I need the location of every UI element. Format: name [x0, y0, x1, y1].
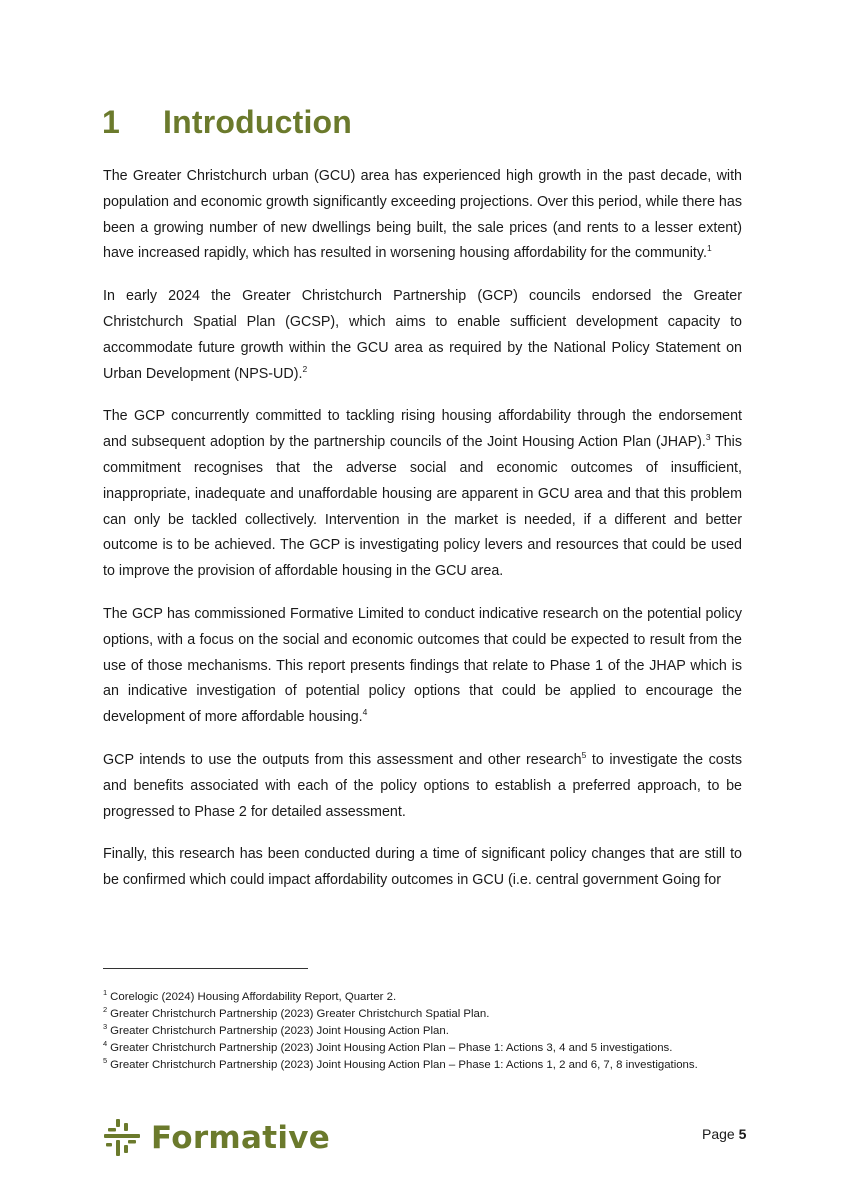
- section-number: 1: [102, 104, 120, 140]
- footnote-separator: [103, 968, 308, 969]
- footnote-reference[interactable]: 2: [302, 363, 308, 374]
- paragraph-text: The GCP has commissioned Formative Limited to conduct indicative research on the potential policy options, with a focus on the social and economic outcomes that could be expected to result from the use of those mechanisms. This report presents findings that relate to Phase 1 of the JHAP which is an indicative investigation of potential policy options that could be applied to encourage the development of more affordable housing.: [103, 605, 742, 726]
- page-number-value: 5: [738, 1126, 747, 1142]
- body-paragraph: [103, 164, 742, 267]
- page-number: [702, 1126, 746, 1142]
- footnote-reference[interactable]: 5: [581, 750, 587, 761]
- paragraph-text: The GCP concurrently committed to tackling rising housing affordability through the endorsement and subsequent adoption by the partnership councils of the Joint Housing Action Plan (JHAP).: [103, 408, 742, 451]
- footnote-marker: 3: [103, 1022, 108, 1032]
- paragraph-text: In early 2024 the Greater Christchurch Partnership (GCP) councils endorsed the Greater Christchurch Spatial Plan (GCSP), which aims to enable sufficient development capacity to accommodate future growth within the GCU area as required by the National Policy Statement on Urban Development (NPS-UD).: [103, 288, 742, 382]
- paragraph-text: Finally, this research has been conducted during a time of significant policy changes that are still to be confirmed which could impact affordability outcomes in GCU (i.e. central government Going for: [103, 846, 742, 889]
- footnote: [103, 1040, 742, 1057]
- footnote-text: Greater Christchurch Partnership (2023) Greater Christchurch Spatial Plan.: [110, 1008, 490, 1020]
- logo-wordmark: Formative: [151, 1120, 331, 1156]
- body-paragraph: [103, 748, 742, 825]
- footnote-reference[interactable]: 1: [706, 243, 712, 254]
- footnote: [103, 1057, 742, 1074]
- formative-logo-icon: [102, 1118, 142, 1158]
- footnote-text: Greater Christchurch Partnership (2023) Joint Housing Action Plan.: [110, 1025, 449, 1037]
- footnote-text: Greater Christchurch Partnership (2023) Joint Housing Action Plan – Phase 1: Actions 1, 2 and 6, 7, 8 investigations.: [110, 1059, 698, 1071]
- paragraph-text: to investigate the costs and benefits associated with each of the policy options to establish a preferred approach, to be progressed to Phase 2 for detailed assessment.: [103, 751, 743, 820]
- footnote-reference[interactable]: 3: [705, 432, 711, 443]
- page-label: Page: [702, 1126, 739, 1142]
- footnotes: [103, 989, 742, 1074]
- footnote-marker: 5: [103, 1056, 108, 1066]
- paragraph-text: GCP intends to use the outputs from this assessment and other research: [103, 751, 582, 768]
- footnote: [103, 1023, 742, 1040]
- footnote-text: Greater Christchurch Partnership (2023) Joint Housing Action Plan – Phase 1: Actions 3, 4 and 5 investigations.: [110, 1042, 673, 1054]
- section-title: Introduction: [163, 104, 353, 140]
- formative-logo: [102, 1117, 330, 1159]
- paragraph-text: This commitment recognises that the adverse social and economic outcomes of insufficient, inappropriate, inadequate and unaffordable housing are apparent in GCU area and that this problem can only be tackled collectively. Intervention in the market is needed, if a different and better outcome is to be achieved. The GCP is investigating policy levers and resources that could be used to improve the provision of affordable housing in the GCU area.: [103, 434, 742, 580]
- footnote: [103, 1006, 742, 1023]
- body-paragraph: [103, 284, 742, 387]
- body-paragraph: [103, 404, 742, 585]
- footnote: [103, 989, 742, 1006]
- body-text: [103, 164, 742, 911]
- footnote-marker: 2: [103, 1005, 108, 1015]
- footnote-text: Corelogic (2024) Housing Affordability Report, Quarter 2.: [110, 991, 397, 1003]
- paragraph-text: The Greater Christchurch urban (GCU) area has experienced high growth in the past decade, with population and economic growth significantly exceeding projections. Over this period, while there has been a growing number of new dwellings being built, the sale prices (and rents to a lesser extent) have increased rapidly, which has resulted in worsening housing affordability for the community.: [103, 168, 742, 262]
- body-paragraph: [103, 602, 742, 731]
- footnote-marker: 4: [103, 1039, 108, 1049]
- body-paragraph: [103, 842, 742, 894]
- footnote-marker: 1: [103, 988, 108, 998]
- footnote-reference[interactable]: 4: [362, 707, 368, 718]
- section-heading: [102, 104, 352, 141]
